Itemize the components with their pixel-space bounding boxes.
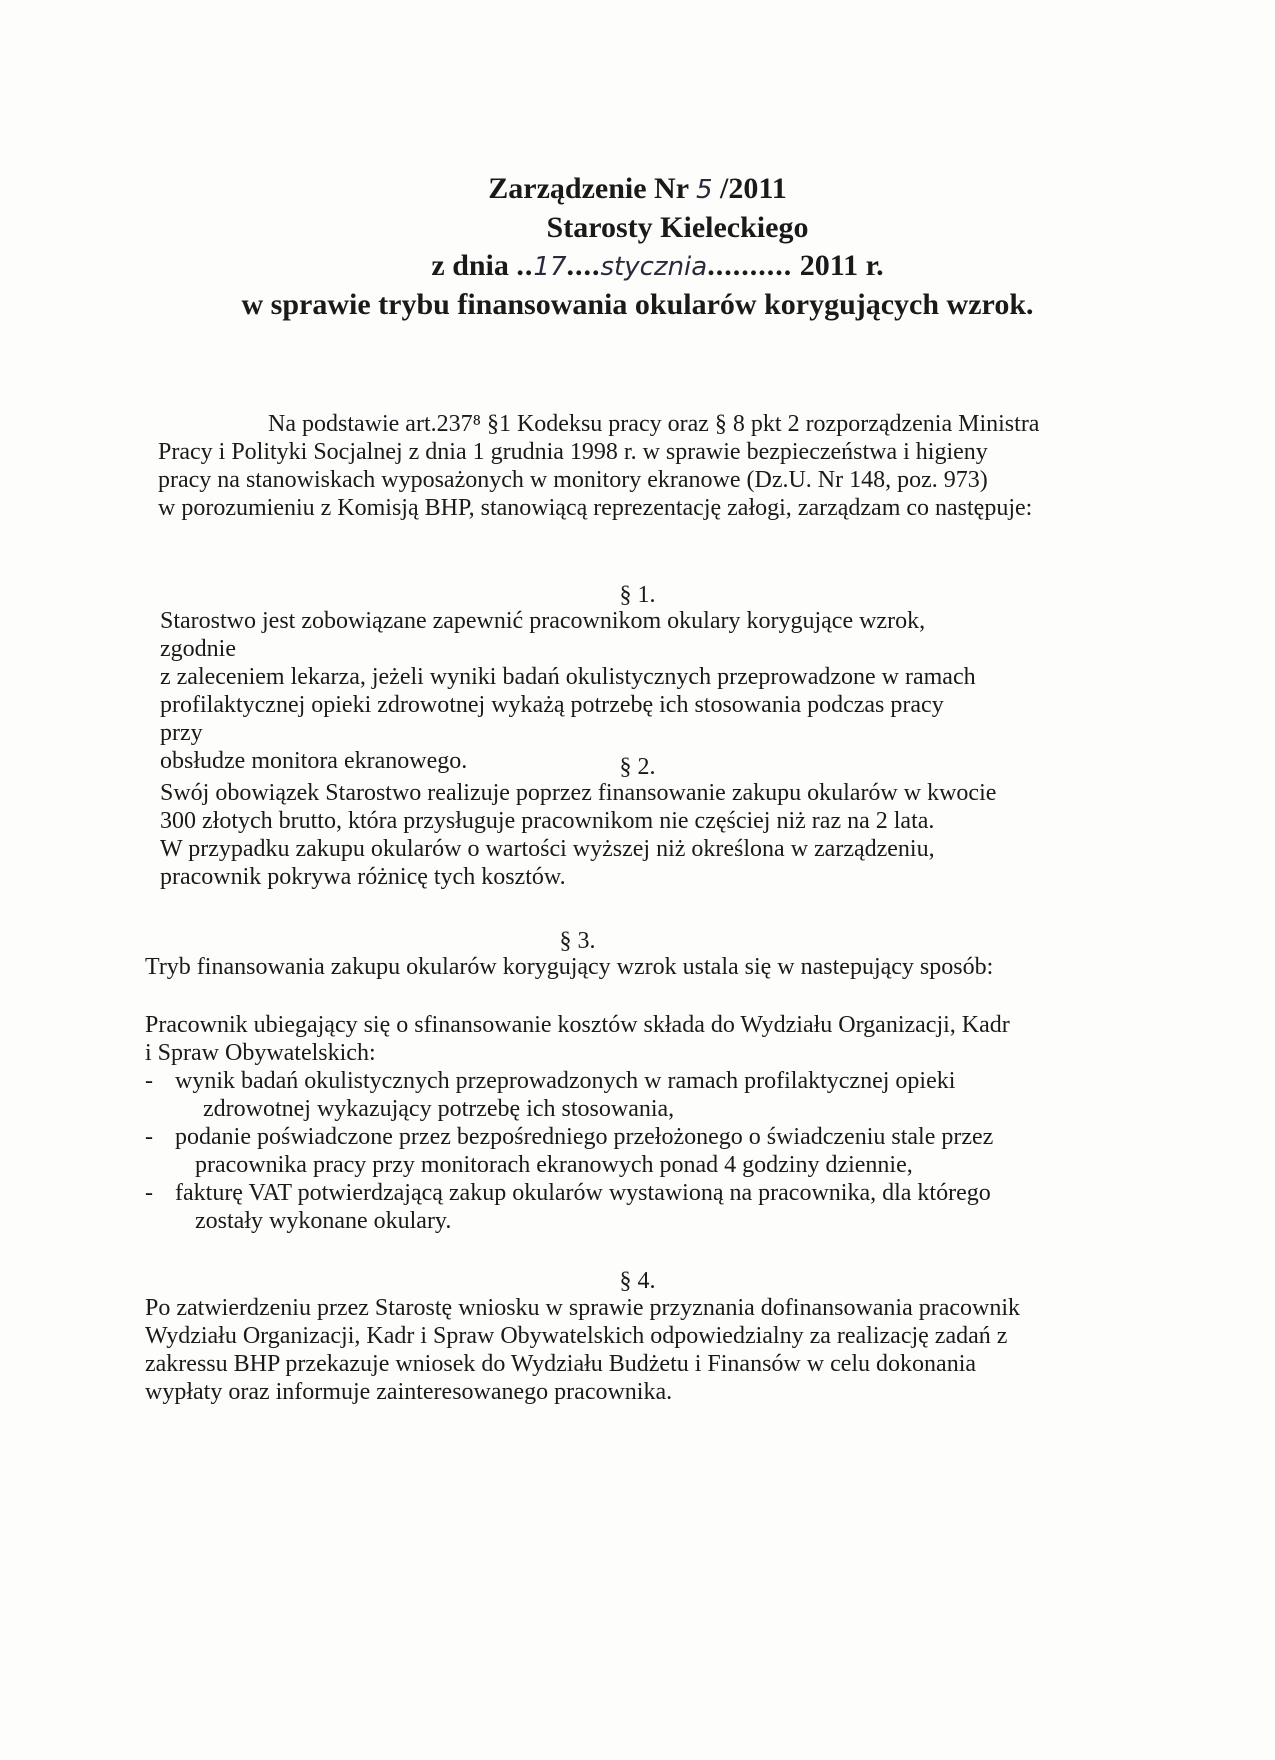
- paragraph-line: zakressu BHP przekazuje wniosek do Wydziału Budżetu i Finansów w celu dokonania: [145, 1351, 977, 1377]
- title-year: /2011: [720, 172, 787, 205]
- section-1-heading: § 1.: [619, 582, 656, 608]
- ordinance-subject: w sprawie trybu finansowania okularów korygujących wzrok.: [241, 288, 1034, 321]
- paragraph-line: wypłaty oraz informuje zainteresowanego pracownika.: [145, 1379, 673, 1405]
- paragraph-line: i Spraw Obywatelskich:: [145, 1040, 376, 1066]
- paragraph-line: Pracownik ubiegający się o sfinansowanie kosztów składa do Wydziału Organizacji, Kadr: [145, 1012, 1010, 1038]
- list-item-line: zostały wykonane okulary.: [195, 1208, 452, 1234]
- paragraph-line: Wydziału Organizacji, Kadr i Spraw Obywatelskich odpowiedzialny za realizację zadań z: [145, 1323, 1008, 1349]
- paragraph-line: pracy na stanowiskach wyposażonych w monitory ekranowe (Dz.U. Nr 148, poz. 973): [158, 467, 988, 493]
- handwritten-day: 17: [533, 252, 567, 282]
- list-item-line: zdrowotnej wykazujący potrzebę ich stosowania,: [203, 1096, 675, 1122]
- section-2-body: [160, 779, 1060, 891]
- paragraph-line: Swój obowiązek Starostwo realizuje poprzez finansowanie zakupu okularów w kwocie: [160, 780, 997, 806]
- list-item: [145, 1179, 1145, 1235]
- section-4-body: [145, 1294, 1145, 1406]
- paragraph-line: pracownik pokrywa różnicę tych kosztów.: [160, 864, 566, 890]
- paragraph-line: 300 złotych brutto, która przysługuje pracownikom nie częściej niż raz na 2 lata.: [160, 808, 935, 834]
- ordinance-title: [0, 170, 1275, 209]
- section-3-heading: § 3.: [559, 928, 596, 954]
- section-3-intro: [145, 1011, 1145, 1067]
- date-prefix: z dnia: [431, 249, 509, 282]
- title-prefix: Zarządzenie Nr: [488, 172, 689, 205]
- list-item-line: podanie poświadczone przez bezpośredniego przełożonego o świadczeniu stale przez: [175, 1124, 994, 1150]
- handwritten-ordinance-number: 5: [696, 175, 713, 205]
- date-dots: ..: [516, 249, 534, 282]
- date-year: 2011 r.: [799, 249, 884, 282]
- list-item: [145, 1067, 1145, 1123]
- paragraph-line: obsłudze monitora ekranowego.: [160, 748, 468, 774]
- section-3-lead: Tryb finansowania zakupu okularów korygujący wzrok ustala się w nastepujący sposób:: [145, 954, 994, 980]
- section-1-body: [160, 607, 990, 775]
- paragraph-line: Pracy i Polityki Socjalnej z dnia 1 grudnia 1998 r. w sprawie bezpieczeństwa i higieny: [158, 439, 988, 465]
- section-4-heading: § 4.: [619, 1268, 656, 1294]
- required-documents-list: [145, 1067, 1145, 1235]
- handwritten-month: stycznia: [600, 252, 708, 282]
- paragraph-line: W przypadku zakupu okularów o wartości wyższej niż określona w zarządzeniu,: [160, 836, 935, 862]
- paragraph-line: profilaktycznej opieki zdrowotnej wykażą potrzebę ich stosowania podczas pracy przy: [160, 692, 944, 746]
- list-dash: -: [145, 1068, 153, 1094]
- list-item: [145, 1123, 1145, 1179]
- paragraph-line: z zaleceniem lekarza, jeżeli wyniki badań okulistycznych przeprowadzone w ramach: [160, 664, 976, 690]
- list-item-line: fakturę VAT potwierdzającą zakup okularów wystawioną na pracownika, dla którego: [175, 1180, 991, 1206]
- paragraph-line: Na podstawie art.237⁸ §1 Kodeksu pracy oraz § 8 pkt 2 rozporządzenia Ministra: [268, 411, 1040, 437]
- paragraph-line: w porozumieniu z Komisją BHP, stanowiącą reprezentację załogi, zarządzam co następuje:: [158, 495, 1033, 521]
- section-2-heading: § 2.: [619, 754, 656, 780]
- legal-basis-paragraph: [158, 410, 1158, 522]
- list-item-line: wynik badań okulistycznych przeprowadzonych w ramach profilaktycznej opieki: [175, 1068, 956, 1094]
- paragraph-line: Starostwo jest zobowiązane zapewnić pracownikom okulary korygujące wzrok, zgodnie: [160, 608, 926, 662]
- list-dash: -: [145, 1180, 153, 1206]
- list-item-line: pracownika pracy przy monitorach ekranowych ponad 4 godziny dziennie,: [195, 1152, 913, 1178]
- date-dots: ..........: [707, 249, 793, 282]
- paragraph-line: Po zatwierdzeniu przez Starostę wniosku w sprawie przyznania dofinansowania pracownik: [145, 1295, 1021, 1321]
- list-dash: -: [145, 1124, 153, 1150]
- document-header: [0, 170, 1275, 324]
- issue-date: [40, 247, 1275, 286]
- issuing-authority: Starosty Kieleckiego: [546, 211, 809, 244]
- date-dots: ....: [566, 249, 601, 282]
